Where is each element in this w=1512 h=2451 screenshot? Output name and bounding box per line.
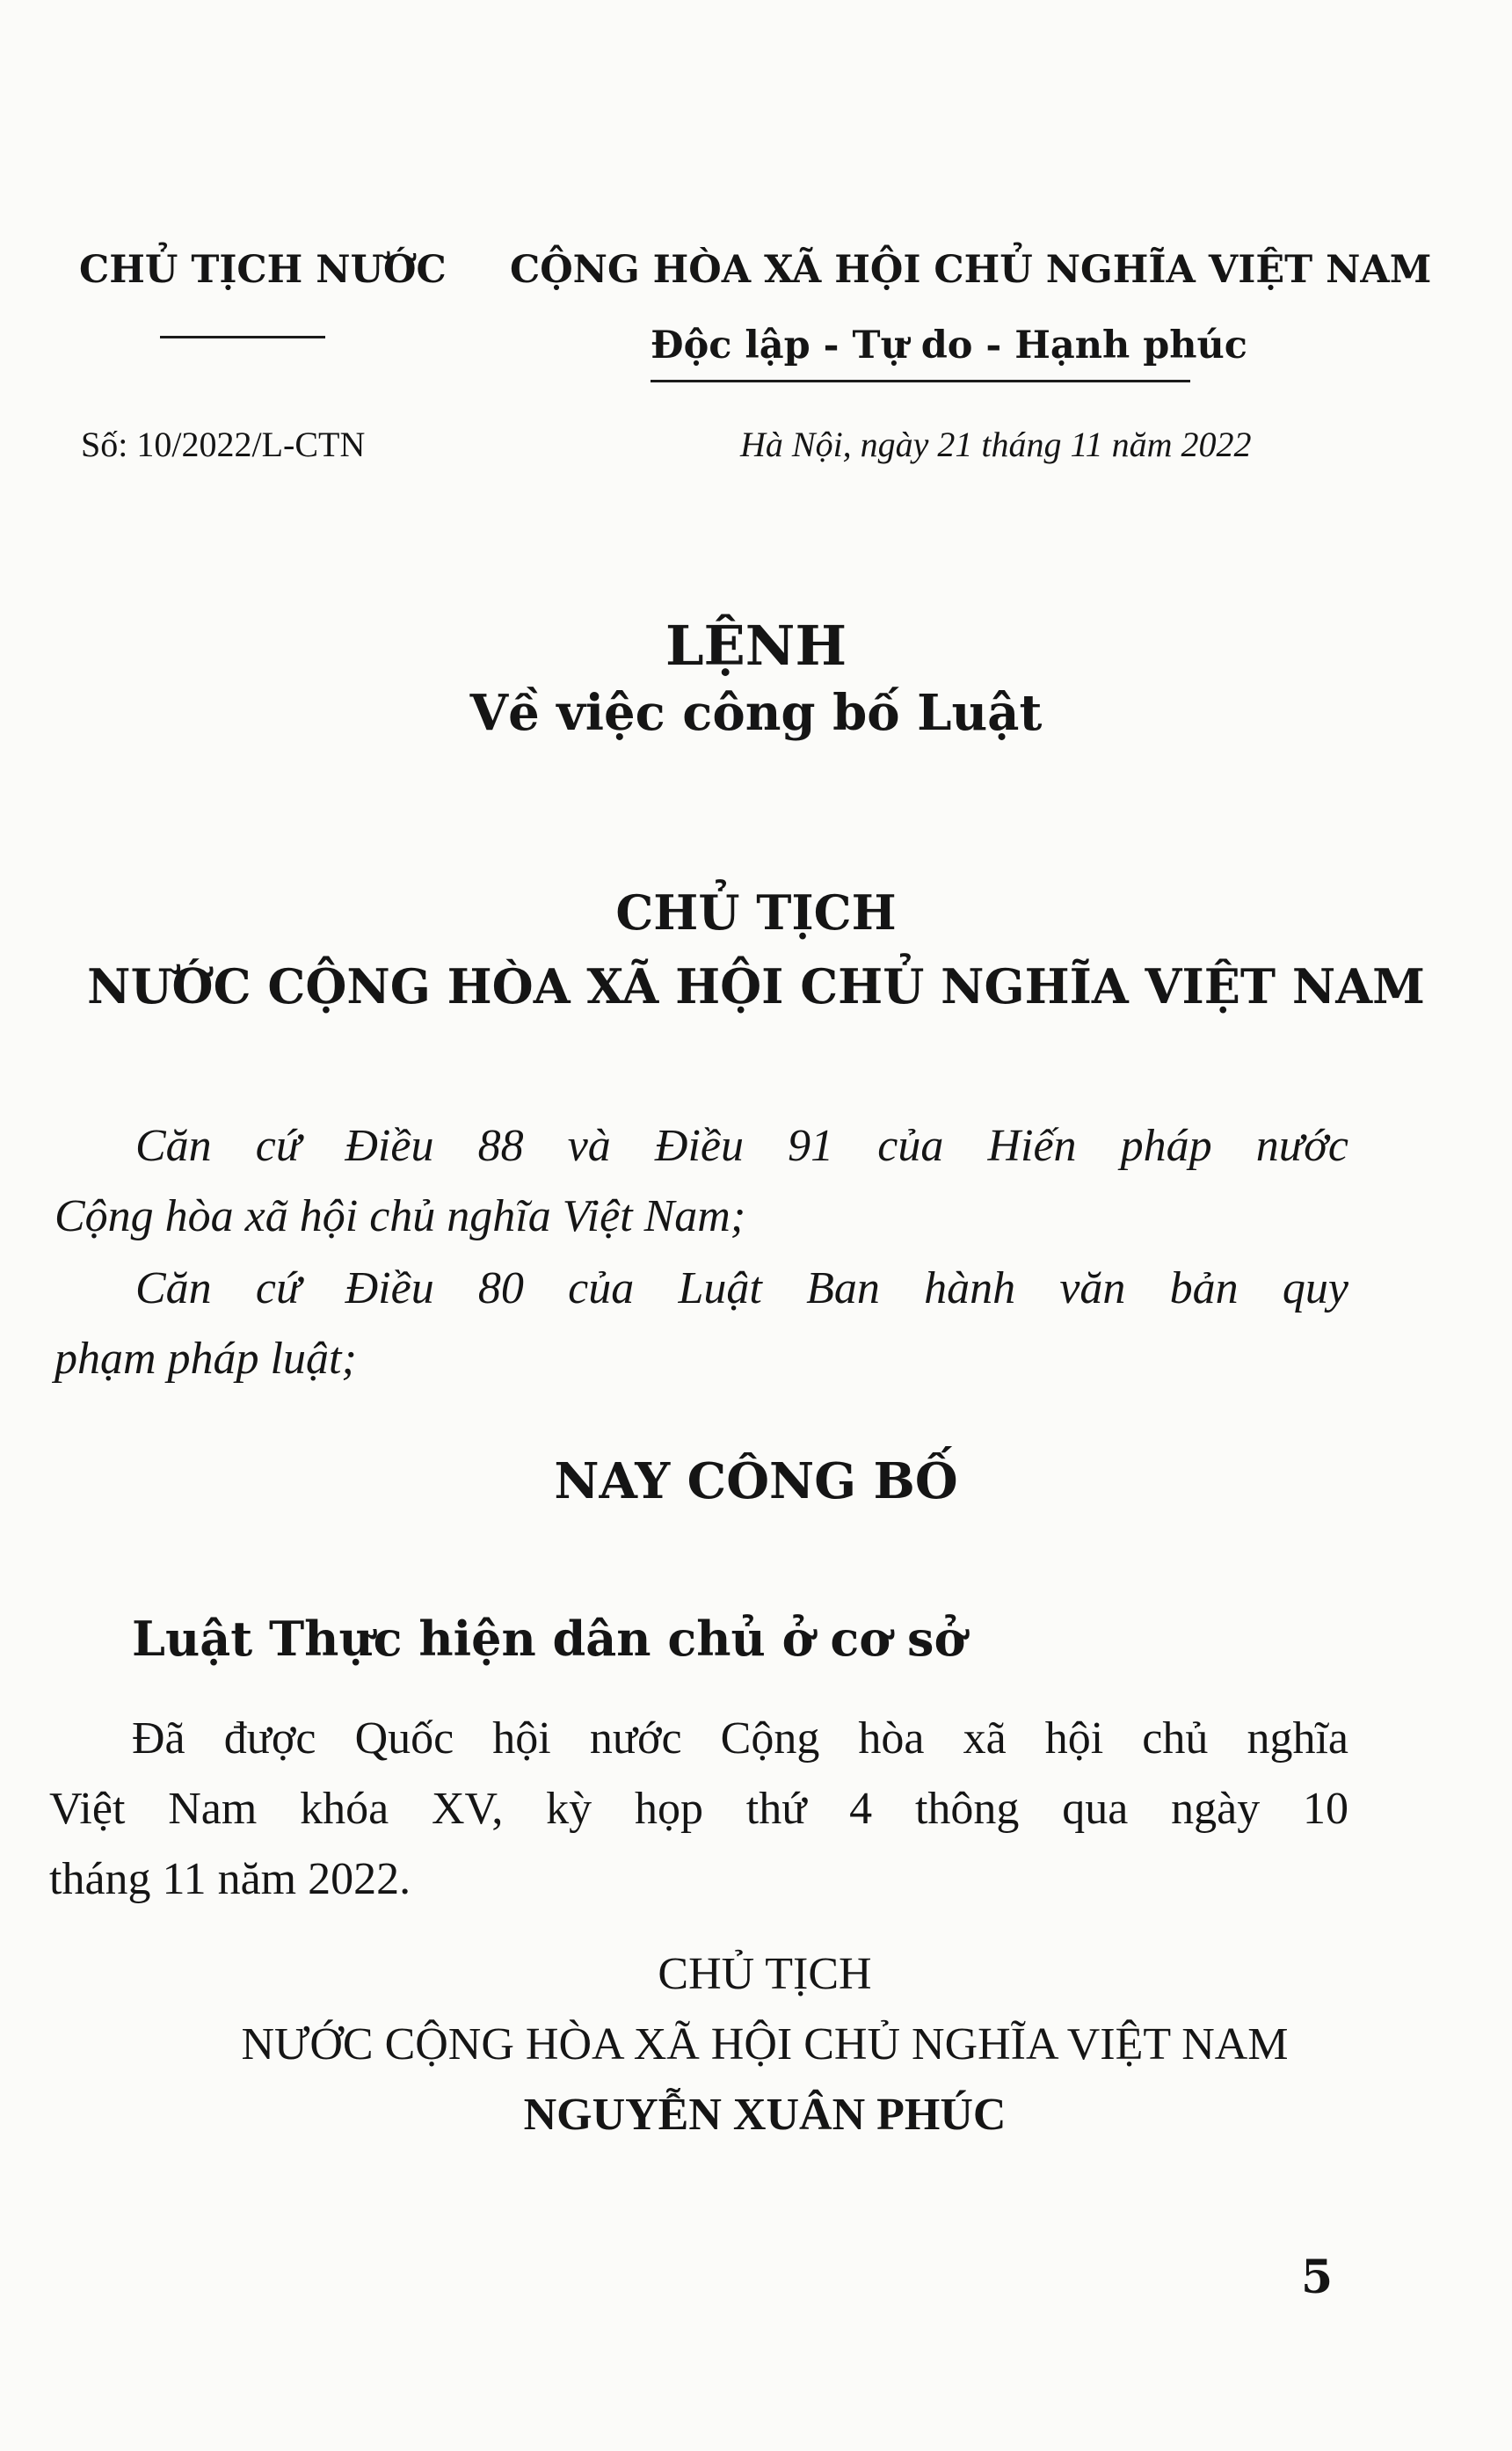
page-number: 5 (1301, 2251, 1334, 2304)
signatory-nation: NƯỚC CỘNG HÒA XÃ HỘI CHỦ NGHĨA VIỆT NAM (241, 2019, 1289, 2069)
proclamation-heading: NAY CÔNG BỐ (554, 1452, 958, 1510)
signatory-name: NGUYỄN XUÂN PHÚC (523, 2090, 1007, 2140)
legal-basis-1-line-1: Căn cứ Điều 88 và Điều 91 của Hiến pháp nước (135, 1121, 1348, 1171)
passage-line-2: Việt Nam khóa XV, kỳ họp thứ 4 thông qua ngày 10 (49, 1784, 1348, 1834)
document-number: Số: 10/2022/L-CTN (81, 425, 366, 464)
passage-line-3: tháng 11 năm 2022. (49, 1854, 411, 1904)
national-motto: Độc lập - Tự do - Hạnh phúc (651, 324, 1247, 367)
motto-underline (651, 380, 1190, 382)
legal-basis-2-line-1: Căn cứ Điều 80 của Luật Ban hành văn bản quy (135, 1263, 1348, 1313)
issue-dateline: Hà Nội, ngày 21 tháng 11 năm 2022 (740, 425, 1252, 464)
document-subtitle: Về việc công bố Luật (469, 684, 1043, 742)
law-name: Luật Thực hiện dân chủ ở cơ sở (132, 1611, 966, 1667)
issuer-underline (160, 336, 325, 338)
authority-nation: NƯỚC CỘNG HÒA XÃ HỘI CHỦ NGHĨA VIỆT NAM (87, 958, 1425, 1015)
issuer-heading: CHỦ TỊCH NƯỚC (79, 248, 447, 292)
signatory-title: CHỦ TỊCH (658, 1949, 872, 1999)
legal-basis-1-line-2: Cộng hòa xã hội chủ nghĩa Việt Nam; (55, 1191, 746, 1241)
authority-title: CHỦ TỊCH (615, 884, 897, 941)
document-title: LỆNH (665, 614, 847, 678)
passage-line-1: Đã được Quốc hội nước Cộng hòa xã hội chủ nghĩa (132, 1713, 1348, 1764)
national-title: CỘNG HÒA XÃ HỘI CHỦ NGHĨA VIỆT NAM (510, 248, 1432, 292)
legal-basis-2-line-2: phạm pháp luật; (55, 1334, 357, 1384)
